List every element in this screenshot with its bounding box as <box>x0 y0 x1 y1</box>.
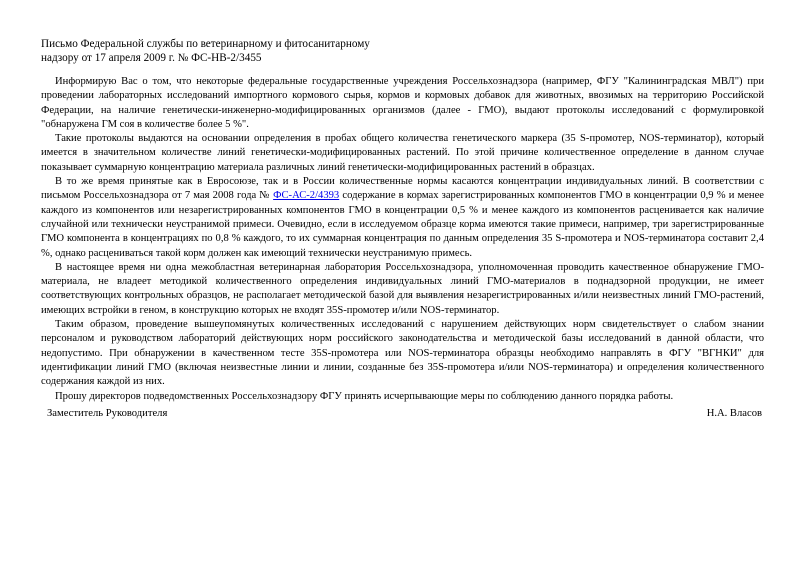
paragraph-3-text-before: В то же время принятые как в Евросоюзе, так и в России количественные нормы касаются концентрации индивидуальных линий. В соответствии с письмом Россельхознадзора от 7 мая 2008 года № <box>41 176 764 202</box>
referenced-letter-link[interactable]: ФС-АС-2/4393 <box>273 190 340 202</box>
document-title-line-2: надзору от 17 апреля 2009 г. № ФС-НВ-2/3455 <box>41 52 262 64</box>
paragraph-6: Прошу директоров подведомственных Россельхознадзору ФГУ принять исчерпывающие меры по соблюдению данного порядка работы. <box>55 390 674 402</box>
paragraph-2: Такие протоколы выдаются на основании определения в пробах общего количества генетического маркера (35 S-промотер, NOS-терминатор), который имеется в значительном количестве линий генетически-модифицированных растений. По этой причине количественное определение в данном случае показывает суммарную концентрацию материала различных линий генетически-модифицированных растений в образцах. <box>41 133 764 173</box>
paragraph-4: В настоящее время ни одна межобластная ветеринарная лаборатория Россельхознадзора, уполномоченная проводить качественное обнаружение ГМО-материала, не владеет методикой количественного определения индивидуальных линий ГМО-материалов в поднадзорной продукции, не имеет соответствующих контрольных образцов, не располагает методической базой для выявления незарегистрированных и/или неизвестных линий ГМО-растений, имеющих встройки в геном, в конструкцию которых не входят 35S-промотер и/или NOS-терминатор. <box>41 261 764 316</box>
signatory-name: Н.А. Власов <box>706 408 762 419</box>
paragraph-5: Таким образом, проведение вышеупомянутых количественных исследований с нарушением действующих норм свидетельствует о слабом знании персоналом и руководством лабораторий действующих норм российского законодательства и методической базы исследований в данной области, что недопустимо. При обнаружении в качественном тесте 35S-промотера или NOS-терминатора образцы необходимо направлять в ФГУ "ВГНКИ" для идентификации линий ГМО (включая неизвестные линии и линии, созданные без 35S-промотера и/или NOS-терминатора) и определения количественного содержания каждой из них. <box>41 319 764 388</box>
document-title-line-1: Письмо Федеральной службы по ветеринарному и фитосанитарному <box>41 38 370 50</box>
paragraph-1: Информирую Вас о том, что некоторые федеральные государственные учреждения Россельхознадзора (например, ФГУ "Калининградская МВЛ") при проведении лабораторных исследований импортного кормового сырья, кормов и кормовых добавок для животных, ввозимых на территорию Российской Федерации, на наличие генетически-инженерно-модифицированных организмов (далее - ГМО), выдают протоколы исследований с формулировкой "обнаружена ГМ соя в количестве более 5 %". <box>41 76 764 130</box>
signatory-position: Заместитель Руководителя <box>47 408 168 419</box>
document-body <box>41 75 764 404</box>
document-title <box>41 37 461 65</box>
paragraph-3-text-after: содержание в кормах зарегистрированных компонентов ГМО в концентрации 0,9 % и менее каждого из компонентов или незарегистрированных компонентов ГМО в концентрации 0,5 % и менее каждого из компонентов расценивается как наличие случайной или технически неустранимой примеси. Очевидно, если в исследуемом образце корма имеются такие примеси, например, три зарегистрированные ГМО компонента в концентрациях по 0,8 % каждого, то их суммарная концентрация по данным определения 35 S-промотера и NOS-терминатора составит 2,4 %, однако расцениваться такой корм должен как имеющий технически неустранимую примесь. <box>41 190 764 259</box>
paragraph-3 <box>41 175 764 261</box>
